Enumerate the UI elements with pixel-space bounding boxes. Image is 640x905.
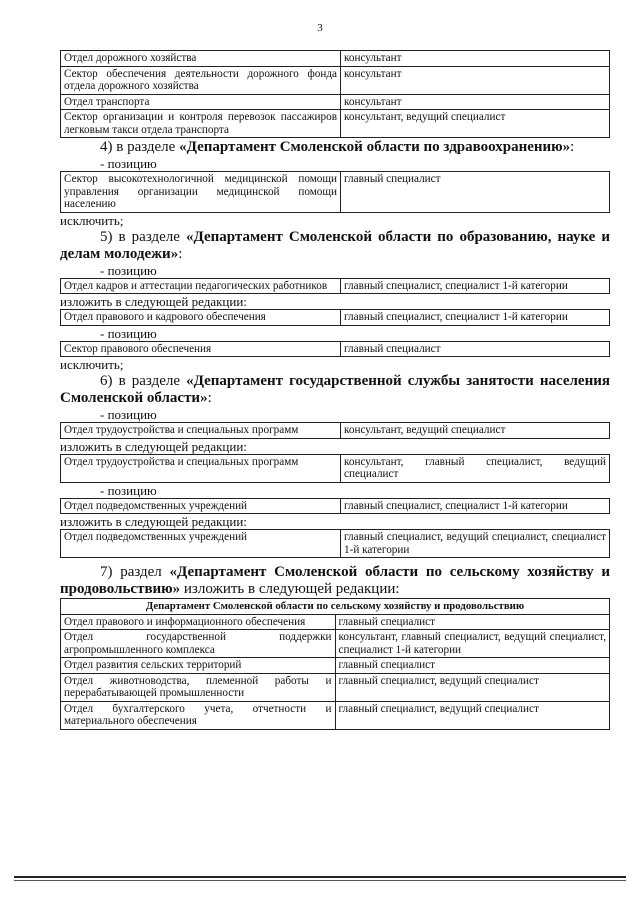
table-row (61, 278, 610, 294)
cell-department: Отдел подведомственных учреждений (61, 498, 341, 514)
instruction-text: изложить в следующей редакции: (60, 514, 247, 529)
table-row (61, 310, 610, 326)
section-title: «Департамент государственной службы занятости населения Смоленской области» (60, 373, 610, 406)
cell-position: консультант (341, 94, 610, 110)
table-s5-a (60, 278, 610, 295)
section-tail: : (178, 245, 183, 262)
table-s6-d (60, 529, 610, 558)
table-row (61, 110, 610, 138)
table-row (61, 51, 610, 67)
cell-position: главный специалист, специалист 1-й категории (341, 310, 610, 326)
table-s6-a (60, 422, 610, 439)
cell-position: главный специалист (341, 341, 610, 357)
section-lead: 7) раздел (100, 564, 170, 580)
page-number: 3 (317, 22, 323, 34)
table-row (61, 423, 610, 439)
instruction-text: исключить; (60, 212, 124, 228)
section-lead: 6) в разделе (100, 373, 187, 389)
table-row (61, 658, 610, 674)
table-header-row (61, 599, 610, 615)
section-4-heading (60, 139, 610, 156)
document-body (60, 50, 610, 730)
instruction-text: исключить; (60, 357, 124, 372)
section-title: «Департамент Смоленской области по образованию, науке и делам молодежи» (60, 228, 611, 262)
table-row (61, 66, 610, 94)
section-title: «Департамент Смоленской области по сельскому хозяйству и продовольствию» (60, 564, 610, 597)
cell-position: главный специалист, ведущий специалист (335, 701, 610, 729)
cell-department: Отдел животноводства, племенной работы и перерабатывающей промышленности (61, 673, 336, 701)
table-row (61, 630, 610, 658)
cell-department: Отдел трудоустройства и специальных программ (61, 454, 341, 482)
table-s7 (60, 598, 610, 730)
cell-position: консультант, главный специалист, ведущий специалист, специалист 1-й категории (335, 630, 610, 658)
section-title: «Департамент Смоленской области по здравоохранению» (179, 139, 571, 155)
table-row (61, 172, 610, 213)
table-row (61, 701, 610, 729)
cell-department: Отдел транспорта (61, 94, 341, 110)
cell-department: Отдел правового и кадрового обеспечения (61, 310, 341, 326)
cell-department: Сектор обеспечения деятельности дорожного фонда отдела дорожного хозяйства (61, 66, 341, 94)
section-7-heading (60, 564, 610, 598)
section-5-heading (60, 229, 610, 263)
section-lead: 4) в разделе (100, 139, 180, 155)
cell-position: консультант (341, 66, 610, 94)
table-row (61, 454, 610, 482)
section-tail: : (570, 139, 575, 155)
bottom-border-thin (14, 880, 626, 881)
table-s6-b (60, 454, 610, 483)
cell-department: Отдел бухгалтерского учета, отчетности и материального обеспечения (61, 701, 336, 729)
table-row (61, 498, 610, 514)
table-row (61, 530, 610, 558)
cell-department: Сектор организации и контроля перевозок пассажиров легковым такси отдела транспорта (61, 110, 341, 138)
cell-department: Отдел правового и информационного обеспечения (61, 614, 336, 630)
cell-department: Отдел подведомственных учреждений (61, 530, 341, 558)
section-6-heading (60, 373, 610, 407)
cell-position: главный специалист, ведущий специалист, специалист 1-й категории (341, 530, 610, 558)
cell-position: главный специалист, ведущий специалист (335, 673, 610, 701)
instruction-text: изложить в следующей редакции: (60, 438, 247, 454)
table-header: Департамент Смоленской области по сельскому хозяйству и продовольствию (61, 599, 610, 615)
section-lead: 5) в разделе (100, 228, 186, 245)
cell-position: консультант, ведущий специалист (341, 110, 610, 138)
cell-position: консультант (341, 51, 610, 67)
position-label: - позицию (100, 407, 157, 422)
position-label: - позицию (100, 325, 157, 341)
cell-position: консультант, главный специалист, ведущий специалист (341, 454, 610, 482)
table-row (61, 614, 610, 630)
cell-department: Отдел государственной поддержки агропромышленного комплекса (61, 630, 336, 658)
table-top (60, 50, 610, 138)
cell-department: Отдел развития сельских территорий (61, 658, 336, 674)
section-tail: : (207, 390, 212, 406)
cell-position: главный специалист, специалист 1-й категории (341, 278, 610, 294)
cell-department: Отдел дорожного хозяйства (61, 51, 341, 67)
table-s5-b (60, 309, 610, 326)
section-tail: изложить в следующей редакции: (180, 581, 400, 597)
instruction-text: изложить в следующей редакции: (60, 294, 247, 309)
position-label: - позицию (100, 482, 157, 498)
table-s6-c (60, 498, 610, 515)
bottom-border (14, 876, 626, 878)
cell-department: Сектор высокотехнологичной медицинской помощи управления организации медицинской помощи населению (61, 172, 341, 213)
position-label: - позицию (100, 262, 157, 278)
table-row (61, 673, 610, 701)
cell-department: Отдел кадров и аттестации педагогических работников (61, 278, 341, 294)
cell-department: Сектор правового обеспечения (61, 341, 341, 357)
cell-department: Отдел трудоустройства и специальных программ (61, 423, 341, 439)
cell-position: консультант, ведущий специалист (341, 423, 610, 439)
cell-position: главный специалист, специалист 1-й категории (341, 498, 610, 514)
cell-position: главный специалист (341, 172, 610, 213)
cell-position: главный специалист (335, 614, 610, 630)
table-s4 (60, 171, 610, 213)
table-s5-c (60, 341, 610, 358)
cell-position: главный специалист (335, 658, 610, 674)
position-label: - позицию (100, 156, 157, 171)
table-row (61, 341, 610, 357)
table-row (61, 94, 610, 110)
